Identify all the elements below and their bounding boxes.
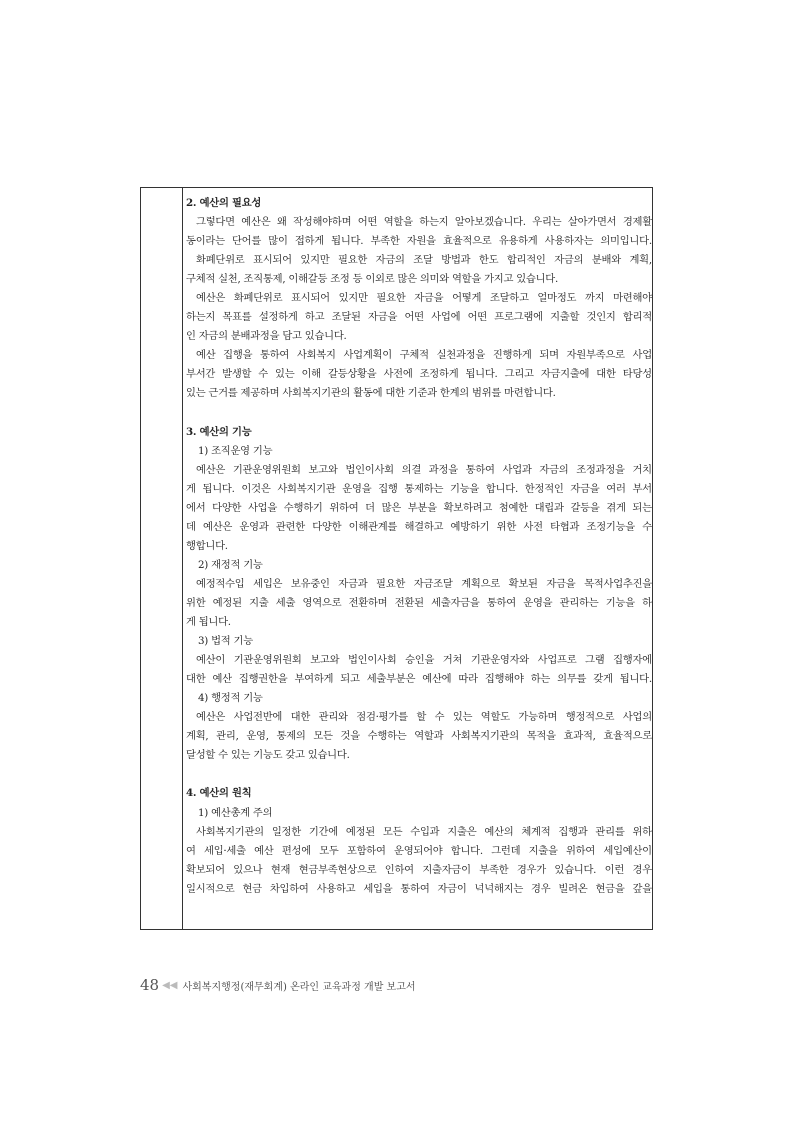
word: 지출을 <box>528 844 558 857</box>
text-line: 3) 법적 기능 <box>198 635 253 648</box>
word: 하 <box>642 596 652 609</box>
word: 됩니다. <box>465 368 498 381</box>
word: 확보된 <box>508 577 538 590</box>
word: 모든 <box>382 825 403 838</box>
word: 지출은 <box>447 825 477 838</box>
word: 다양한 <box>212 501 242 514</box>
word: 화폐단위로 <box>196 254 245 267</box>
word: 효과적, <box>563 730 596 743</box>
word: 통하여 <box>486 596 516 609</box>
word: 갈등상황을 <box>327 368 377 381</box>
blank-line <box>186 404 652 423</box>
word: 빌려온 <box>558 882 588 895</box>
word: 자금을 <box>546 577 576 590</box>
word: 포함하여 <box>346 844 386 857</box>
word: 됩니다. <box>202 482 235 495</box>
word: 있는 <box>275 368 295 381</box>
word: 사회복지기관 <box>277 482 336 495</box>
word: 하는지 <box>186 311 216 324</box>
section-heading: 3. 예산의 기능 <box>186 425 252 438</box>
word: 예산은 <box>196 292 226 305</box>
word: 여러 <box>606 482 626 495</box>
word: 보고와 <box>310 654 340 667</box>
text-line <box>186 861 652 880</box>
word: 그런데 <box>491 844 521 857</box>
word: 효율적으로 <box>603 730 652 743</box>
word: 관리, <box>216 730 239 743</box>
word: 예방하기 <box>450 520 490 533</box>
word: 가능하며 <box>518 711 558 724</box>
word: 위하 <box>632 825 652 838</box>
word: 단어를 <box>231 235 262 248</box>
word: 세입을 <box>363 882 393 895</box>
word: 게 <box>186 482 196 495</box>
word: 예산은 <box>196 711 226 724</box>
word: 갚을 <box>632 882 652 895</box>
word: 실천과정을 <box>436 349 486 362</box>
word: 있는 <box>452 711 473 724</box>
word: 관리하는 <box>559 596 599 609</box>
word: 자금의 <box>375 254 405 267</box>
text-line <box>186 251 652 270</box>
word: 사업과 <box>502 463 532 476</box>
word: 의결 <box>401 463 422 476</box>
blank-line <box>186 765 652 784</box>
word: 집행해야 <box>484 673 524 686</box>
word: 예산은 <box>241 216 271 229</box>
word: 살아가면서 <box>567 216 617 229</box>
page-number: 48 <box>140 976 160 994</box>
word: 경우 <box>531 882 551 895</box>
word: 자금을 <box>414 292 444 305</box>
word: 필요한 <box>376 292 406 305</box>
text-line <box>186 518 652 537</box>
word: 있습니다. <box>554 863 597 876</box>
word: 통하여 <box>400 882 430 895</box>
word: 자금지출에 <box>540 368 590 381</box>
word: 표시되어 <box>291 292 330 305</box>
word: 경우 <box>632 863 652 876</box>
word: 세입은 <box>253 577 283 590</box>
word: 지출할 <box>550 311 580 324</box>
word: 사회복지기관의 <box>196 825 264 838</box>
word: 필요한 <box>376 577 406 590</box>
word: 구체적 <box>399 349 429 362</box>
word: 예산이 <box>196 654 226 667</box>
word: 합니다. <box>450 844 483 857</box>
word: 어떤 <box>357 216 378 229</box>
word: 전환하며 <box>348 596 388 609</box>
word: 집행 <box>378 482 398 495</box>
text-line <box>186 499 652 518</box>
word: 예산은 <box>203 520 233 533</box>
text-line: 있는 근거를 제공하며 사회복지기관의 활동에 대한 기준과 한계의 범위를 마련합니다. <box>186 387 556 400</box>
text-line: 2) 재정적 기능 <box>198 558 263 571</box>
word: 지출자금이 <box>422 863 471 876</box>
word: 수입과 <box>410 825 440 838</box>
word: 부여하게 <box>294 673 334 686</box>
word: 세출 <box>275 596 296 609</box>
word: 사회복지기관의 <box>451 730 519 743</box>
text-line: 달성할 수 있는 기능도 갖고 있습니다. <box>186 749 350 762</box>
word: 역할도 <box>480 711 510 724</box>
word: 있으나 <box>233 863 263 876</box>
text-line <box>186 842 652 861</box>
word: 표시되어 <box>253 254 292 267</box>
word: 행정적으로 <box>565 711 615 724</box>
word: 확보하려고 <box>443 501 493 514</box>
word: 현재 <box>270 863 291 876</box>
word: 알아보겠습니다. <box>454 216 526 229</box>
word: 거쳐 <box>442 654 463 667</box>
word: 점검·평가를 <box>356 711 408 724</box>
word: 예산에 <box>422 673 452 686</box>
word: 예정된 <box>212 596 242 609</box>
word: 대한 <box>596 368 616 381</box>
document-body <box>186 194 652 928</box>
word: 할 <box>416 711 427 724</box>
text-line: 1) 조직운영 기능 <box>198 444 273 457</box>
word: 것인지 <box>586 311 616 324</box>
word: 예정된 <box>345 825 375 838</box>
word: 유용하게 <box>498 235 538 248</box>
word: 승인을 <box>405 654 435 667</box>
word: 사업프로 <box>537 654 577 667</box>
word: 자금을 <box>570 482 600 495</box>
word: 하는 <box>530 673 551 686</box>
word: 부족한 <box>370 235 400 248</box>
text-line <box>186 670 652 689</box>
word: 목표를 <box>222 311 252 324</box>
word: 통하여 <box>260 349 290 362</box>
word: 예산은 <box>196 463 226 476</box>
word: 됩니다. <box>331 235 364 248</box>
text-line <box>186 480 652 499</box>
word: 역할과 <box>414 730 444 743</box>
word: 그리고 <box>504 368 534 381</box>
word: 얼마정도 <box>537 292 577 305</box>
word: 경제활 <box>622 216 652 229</box>
word: 보유중인 <box>290 577 330 590</box>
word: 세입예산이 <box>603 844 652 857</box>
word: 체계적 <box>521 825 551 838</box>
word: 조달된 <box>331 311 361 324</box>
double-arrow-icon: ◀◀ <box>162 979 178 991</box>
word: 기간에 <box>308 825 338 838</box>
word: 일시적으로 <box>186 882 235 895</box>
word: 어떤 <box>467 311 487 324</box>
word: 기능을 <box>605 596 635 609</box>
word: 분배와 <box>591 254 621 267</box>
word: 통하여 <box>465 463 495 476</box>
word: 세출자금을 <box>431 596 480 609</box>
text-line <box>186 461 652 480</box>
text-line <box>186 346 652 365</box>
word: 사업계획이 <box>343 349 392 362</box>
word: 하는지 <box>419 216 449 229</box>
word: 사업을 <box>247 501 278 514</box>
word: 사업의 <box>622 711 652 724</box>
word: 사회복지 <box>296 349 336 362</box>
word: 부분을 <box>407 501 437 514</box>
word: 수 <box>642 520 652 533</box>
word: 많은 <box>381 501 401 514</box>
word: 의무를 <box>557 673 587 686</box>
word: 거치 <box>632 463 652 476</box>
word: 운영과 <box>239 520 269 533</box>
word: 있지만 <box>300 254 330 267</box>
word: 수 <box>434 711 445 724</box>
word: 역할을 <box>383 216 413 229</box>
word: 세입·세출 <box>204 844 246 857</box>
word: 전환된 <box>394 596 424 609</box>
word: 합니다. <box>485 482 518 495</box>
word: 조정과정을 <box>576 463 625 476</box>
word: 편성에 <box>281 844 311 857</box>
word: 법인이사회 <box>345 463 394 476</box>
word: 집행과 <box>558 825 588 838</box>
word: 의미입니다. <box>600 235 652 248</box>
word: 대한 <box>290 711 311 724</box>
word: 갈등을 <box>570 501 600 514</box>
word: 계획, <box>186 730 209 743</box>
word: 왜 <box>276 216 287 229</box>
text-line <box>186 727 652 746</box>
word: 자금을 <box>368 311 398 324</box>
word: 운영, <box>246 730 269 743</box>
text-line <box>186 365 652 384</box>
word: 설정하게 <box>258 311 298 324</box>
word: 경우가 <box>516 863 546 876</box>
word: 사업전반에 <box>233 711 283 724</box>
word: 영역으로 <box>302 596 342 609</box>
word: 목적을 <box>526 730 556 743</box>
word: 집행자에 <box>613 654 652 667</box>
word: 보고와 <box>308 463 338 476</box>
word: 마련해야 <box>613 292 652 305</box>
page-footer <box>140 975 416 995</box>
word: 해결하고 <box>404 520 444 533</box>
word: 자금의 <box>539 463 569 476</box>
word: 자금이 <box>437 882 467 895</box>
word: 목적사업추진을 <box>584 577 652 590</box>
word: 예산 <box>212 673 232 686</box>
word: 운영을 <box>342 482 372 495</box>
text-line: 구체적 실천, 조직통제, 이해갈등 조정 등 이외로 많은 의미와 역할을 가지고 있습니다. <box>186 273 559 286</box>
word: 진행하게 <box>492 349 532 362</box>
word: 자금과 <box>338 577 368 590</box>
word: 예산 <box>254 844 274 857</box>
text-line <box>186 708 652 727</box>
word: 통제의 <box>276 730 306 743</box>
word: 현금을 <box>595 882 625 895</box>
word: 세출부분은 <box>366 673 416 686</box>
word: 운영을 <box>523 596 553 609</box>
report-title: 사회복지행정(재무회계) 온라인 교육과정 개발 보고서 <box>182 981 416 993</box>
text-line <box>186 651 652 670</box>
word: 조정기능을 <box>586 520 635 533</box>
word: 예산 <box>196 349 216 362</box>
word: 효율적으로 <box>443 235 492 248</box>
word: 동이라는 <box>186 235 225 248</box>
word: 하고 <box>304 311 325 324</box>
word: 우리는 <box>532 216 562 229</box>
word: 에서 <box>186 501 206 514</box>
word: 집행을 <box>223 349 253 362</box>
word: 것을 <box>340 730 360 743</box>
word: 수행하기 <box>283 501 323 514</box>
text-line <box>186 308 652 327</box>
section-heading: 2. 예산의 필요성 <box>186 197 262 209</box>
section-heading: 4. 예산의 원칙 <box>186 787 252 800</box>
word: 예정적수입 <box>196 577 245 590</box>
word: 기관운영위원회 <box>233 654 302 667</box>
text-line <box>186 880 652 899</box>
word: 사업에 <box>431 311 461 324</box>
word: 자원을 <box>406 235 436 248</box>
word: 대한 <box>186 673 206 686</box>
word: 모두 <box>319 844 339 857</box>
word: 지출 <box>249 596 269 609</box>
word: 한도 <box>478 254 499 267</box>
word: 되는 <box>632 501 652 514</box>
text-line: 게 됩니다. <box>186 616 231 629</box>
word: 많이 <box>268 235 288 248</box>
word: 됩니다. <box>619 673 652 686</box>
word: 이런 <box>604 863 625 876</box>
word: 필요한 <box>338 254 368 267</box>
word: 있지만 <box>338 292 368 305</box>
word: 발생할 <box>222 368 252 381</box>
word: 사전에 <box>383 368 413 381</box>
text-line: 1) 예산총계 주의 <box>198 806 273 819</box>
word: 확보되어 <box>186 863 225 876</box>
word: 되고 <box>340 673 360 686</box>
word: 대립과 <box>534 501 564 514</box>
word: 관리와 <box>318 711 348 724</box>
word: 이해관계를 <box>348 520 398 533</box>
word: 접하게 <box>294 235 324 248</box>
word: 사용하자는 <box>544 235 594 248</box>
word: 그램 <box>585 654 605 667</box>
word: 현금부족현상으로 <box>298 863 377 876</box>
word: 데 <box>186 520 196 533</box>
word: 법인이사회 <box>347 654 397 667</box>
word: 타협과 <box>550 520 580 533</box>
word: 위한 <box>496 520 517 533</box>
word: 합리적 <box>622 311 652 324</box>
text-line: 4) 행정적 기능 <box>198 692 263 705</box>
word: 갖게 <box>593 673 613 686</box>
word: 자원부족으로 <box>566 349 625 362</box>
word: 계획으로 <box>461 577 500 590</box>
word: 관련한 <box>275 520 305 533</box>
word: 방법과 <box>441 254 471 267</box>
text-line <box>186 594 652 613</box>
word: 현금 <box>242 882 262 895</box>
word: 관리를 <box>595 825 625 838</box>
word: 차입하여 <box>269 882 309 895</box>
word: 첨예한 <box>498 501 528 514</box>
word: 부족한 <box>479 863 509 876</box>
word: 계획, <box>629 254 652 267</box>
word: 어떤 <box>404 311 424 324</box>
word: 그렇다면 <box>196 216 235 229</box>
word: 인하여 <box>384 863 414 876</box>
word: 위하여 <box>329 501 359 514</box>
word: 작성해야하며 <box>293 216 352 229</box>
word: 사업 <box>632 349 652 362</box>
word: 겪게 <box>606 501 626 514</box>
word: 위한 <box>186 596 206 609</box>
text-line <box>186 575 652 594</box>
word: 기관운영자와 <box>470 654 529 667</box>
word: 집행권한을 <box>238 673 288 686</box>
word: 과정을 <box>428 463 458 476</box>
word: 되며 <box>539 349 559 362</box>
word: 자금의 <box>554 254 584 267</box>
word: 조달하고 <box>489 292 529 305</box>
word: 자금조달 <box>413 577 453 590</box>
word: 다양한 <box>312 520 342 533</box>
word: 따라 <box>458 673 478 686</box>
word: 통제하는 <box>404 482 444 495</box>
word: 사용하고 <box>316 882 356 895</box>
word: 합리적인 <box>506 254 546 267</box>
word: 조정하게 <box>419 368 459 381</box>
word: 기관운영위원회 <box>232 463 301 476</box>
word: 운영되어야 <box>394 844 443 857</box>
word: 예산의 <box>484 825 514 838</box>
word: 기능을 <box>449 482 480 495</box>
word: 더 <box>365 501 375 514</box>
word: 일정한 <box>271 825 301 838</box>
word: 수행하는 <box>367 730 407 743</box>
word: 위하여 <box>565 844 596 857</box>
word: 한정적인 <box>524 482 564 495</box>
word: 이것은 <box>241 482 271 495</box>
table-column-divider <box>182 187 183 930</box>
word: 어떻게 <box>452 292 482 305</box>
word: 사전 <box>523 520 543 533</box>
word: 조달 <box>413 254 433 267</box>
word: 화폐단위로 <box>233 292 283 305</box>
word: 타당성 <box>622 368 652 381</box>
word: 이해 <box>301 368 321 381</box>
word: 프로그램에 <box>494 311 543 324</box>
text-line <box>186 289 652 308</box>
text-line <box>186 823 652 842</box>
word: 부서간 <box>186 368 216 381</box>
word: 모든 <box>313 730 333 743</box>
text-line <box>186 213 652 232</box>
word: 수 <box>258 368 268 381</box>
text-line <box>186 232 652 251</box>
word: 부서 <box>632 482 652 495</box>
text-line: 행합니다. <box>186 539 228 552</box>
word: 넉넉해지는 <box>474 882 524 895</box>
text-line: 인 자금의 분배과정을 담고 있습니다. <box>186 330 347 343</box>
word: 까지 <box>584 292 605 305</box>
word: 여 <box>186 844 196 857</box>
